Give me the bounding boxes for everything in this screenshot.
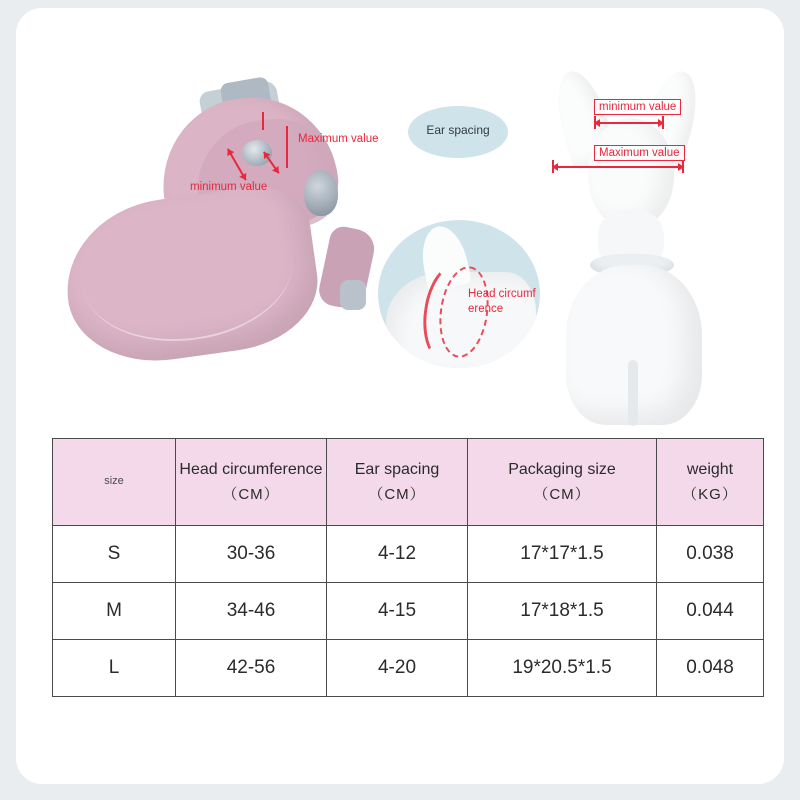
dog-minimum-arrow <box>594 122 664 124</box>
cell-head-circumference: 34-46 <box>176 583 327 640</box>
dog-maximum-value-label: Maximum value <box>594 145 685 161</box>
table-row <box>53 526 764 583</box>
cap-max-tick-left <box>262 112 264 130</box>
table-head <box>53 439 764 526</box>
illustration-area <box>16 8 784 428</box>
header-head-circumference-unit: （CM） <box>222 485 280 503</box>
head-circumference-label-line1: Head circumf <box>468 288 536 300</box>
cap-maximum-value-label: Maximum value <box>298 133 379 145</box>
table-row <box>53 583 764 640</box>
dog-min-tick-right <box>662 116 664 129</box>
dog-leg-gap-shape <box>628 360 638 426</box>
cap-ear-hole-right <box>304 170 338 216</box>
header-weight-unit: （KG） <box>682 485 738 503</box>
table-header-row <box>53 439 764 526</box>
dog-min-tick-left <box>594 116 596 129</box>
size-chart-table <box>52 438 748 697</box>
cell-packaging-size: 19*20.5*1.5 <box>468 640 657 697</box>
header-head-circumference-title: Head circumference <box>179 460 323 478</box>
header-weight-title: weight <box>686 460 734 478</box>
dog-minimum-value-label: minimum value <box>594 99 681 115</box>
cell-packaging-size: 17*17*1.5 <box>468 526 657 583</box>
header-ear-spacing-unit: （CM） <box>368 485 426 503</box>
header-weight <box>657 439 764 526</box>
cell-size: M <box>53 583 176 640</box>
content-card <box>16 8 784 784</box>
header-packaging-size <box>468 439 657 526</box>
table-row <box>53 640 764 697</box>
dog-max-tick-left <box>552 160 554 173</box>
cell-ear-spacing: 4-15 <box>327 583 468 640</box>
cell-ear-spacing: 4-20 <box>327 640 468 697</box>
header-ear-spacing <box>327 439 468 526</box>
header-packaging-size-title: Packaging size <box>508 460 616 478</box>
pink-cap-illustration <box>46 78 356 338</box>
cell-weight: 0.044 <box>657 583 764 640</box>
header-head-circumference <box>176 439 327 526</box>
ear-spacing-label: Ear spacing <box>426 123 490 137</box>
cell-head-circumference: 30-36 <box>176 526 327 583</box>
size-table <box>52 438 764 697</box>
cap-minimum-value-label: minimum value <box>190 181 268 193</box>
dog-max-tick-right <box>682 160 684 173</box>
header-size-title: size <box>104 475 124 488</box>
head-circumference-label-line2: erence <box>468 303 504 315</box>
cell-size: L <box>53 640 176 697</box>
table-body <box>53 526 764 697</box>
cell-weight: 0.038 <box>657 526 764 583</box>
header-ear-spacing-title: Ear spacing <box>354 460 440 478</box>
cap-max-tick-right <box>286 126 288 168</box>
cell-ear-spacing: 4-12 <box>327 526 468 583</box>
cap-buckle-shape <box>340 280 366 310</box>
header-packaging-size-unit: （CM） <box>533 485 591 503</box>
dog-maximum-arrow <box>552 166 684 168</box>
cell-weight: 0.048 <box>657 640 764 697</box>
header-size <box>53 439 176 526</box>
cell-packaging-size: 17*18*1.5 <box>468 583 657 640</box>
cell-size: S <box>53 526 176 583</box>
cell-head-circumference: 42-56 <box>176 640 327 697</box>
